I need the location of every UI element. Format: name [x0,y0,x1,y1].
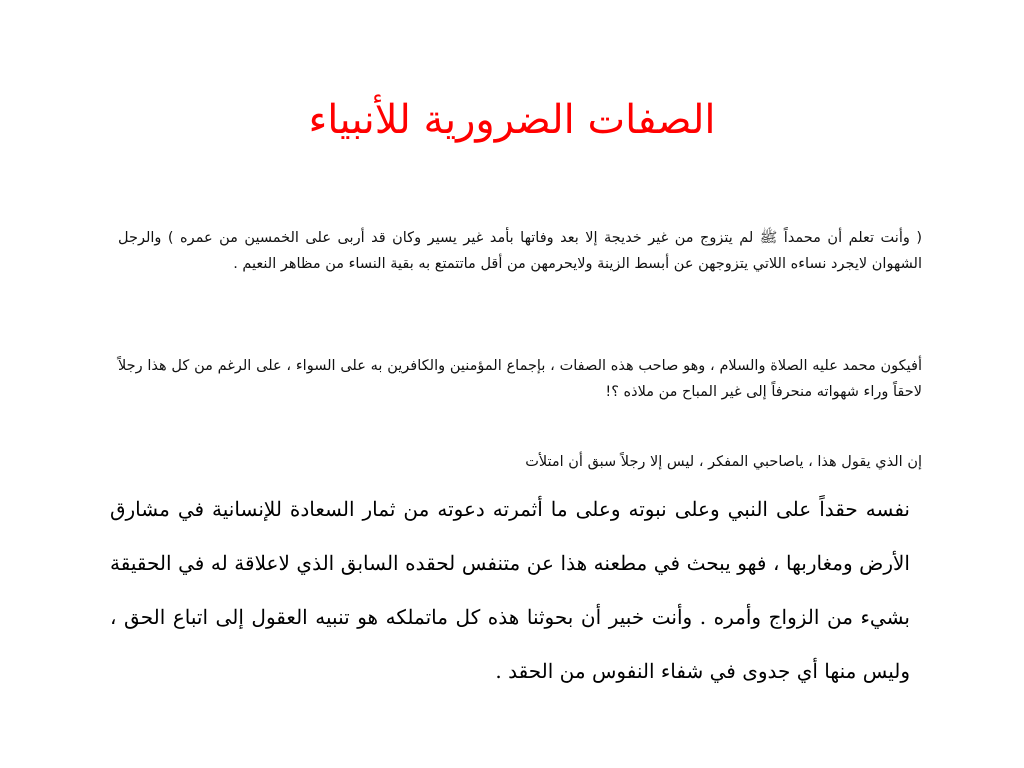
main-paragraph: نفسه حقداً على النبي وعلى نبوته وعلى ما أثمرته دعوته من ثمار السعادة للإنسانية في مشارق الأرض ومغاربها ، فهو يبحث في مطعنه هذا عن متنفس لحقده السابق الذي لاعلاقة له في الحقيقة بشيء من الزواج وأمره . وأنت خبير أن بحوثنا هذه كل ماتملكه هو تنبيه العقول إلى اتباع الحق ، وليس منها أي جدوى في شفاء النفوس من الحقد . [110,497,910,683]
slide-title: الصفات الضرورية للأنبياء [308,97,716,143]
scanned-paragraph-2: أفيكون محمد عليه الصلاة والسلام ، وهو صاحب هذه الصفات ، بإجماع المؤمنين والكافرين به على السواء ، على الرغم من كل هذا رجلاً لاحقاً وراء شهواته منحرفاً إلى غير المباح من ملاذه ؟! [118,358,922,400]
scanned-excerpt-block-3 [118,449,922,475]
scanned-paragraph-1: ( وأنت تعلم أن محمداً ﷺ لم يتزوج من غير خديجة إلا بعد وفاتها بأمد غير يسير وكان قد أربى على الخمسين من عمره ) والرجل الشهوان لايجرد نساءه اللاتي يتزوجهن عن أبسط الزينة ولايحرمهن من أقل ماتتمتع به بقية النساء من مظاهر النعيم . [118,230,922,272]
scanned-excerpt-block-1 [118,225,922,277]
main-text-block [110,482,910,698]
scanned-excerpt-block-2 [118,353,922,405]
scanned-paragraph-3: إن الذي يقول هذا ، ياصاحبي المفكر ، ليس إلا رجلاً سبق أن امتلأت [525,454,922,470]
